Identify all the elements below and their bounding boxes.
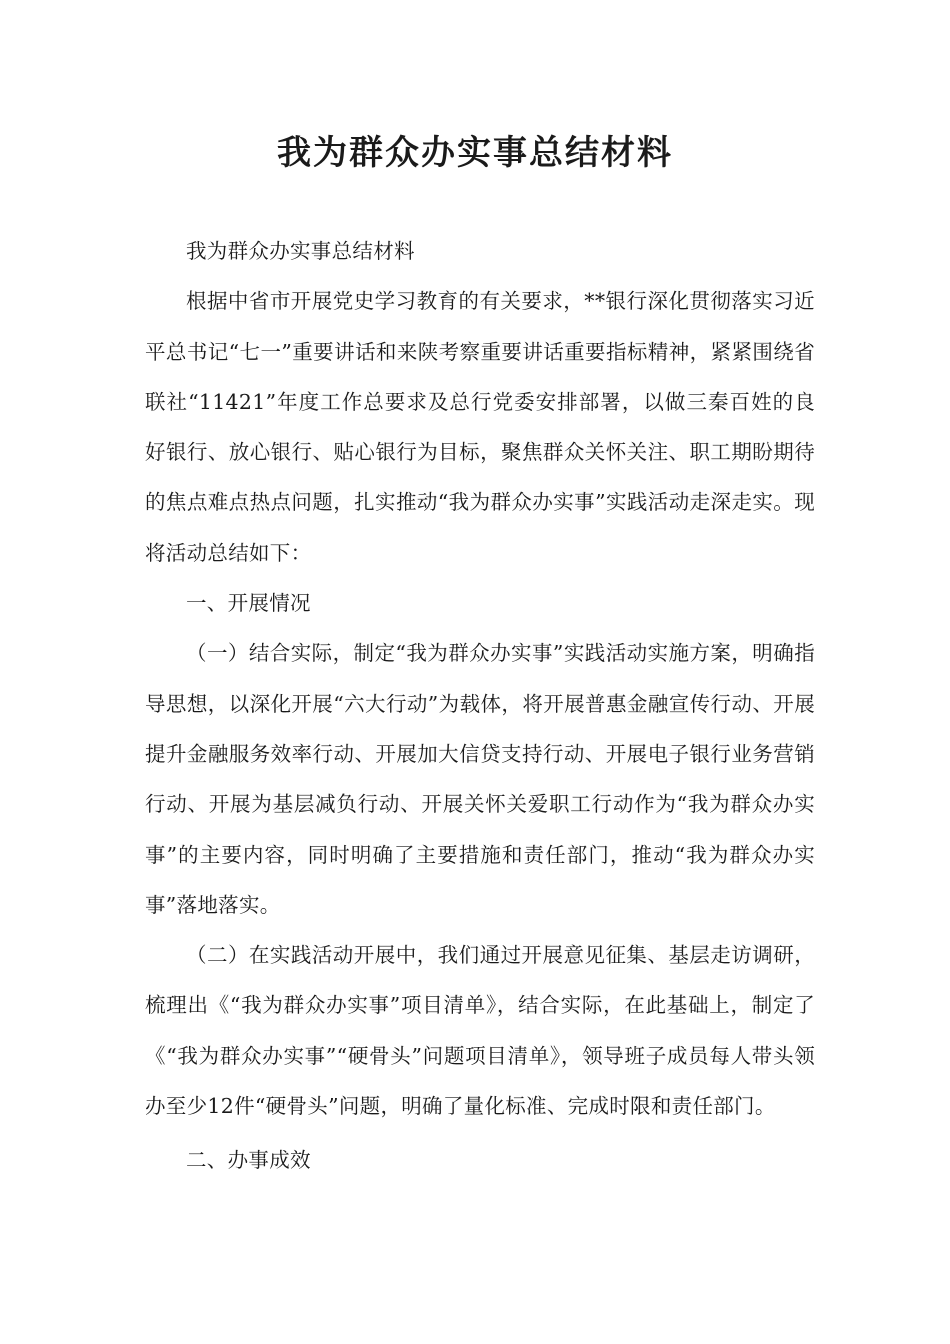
paragraph-item-2: （二）在实践活动开展中，我们通过开展意见征集、基层走访调研，梳理出《“我为群众办实事”项目清单》，结合实际，在此基础上，制定了《“我为群众办实事”“硬骨头”问题项目清单》，领导班子成员每人带头领办至少12件“硬骨头”问题，明确了量化标准、完成时限和责任部门。 bbox=[145, 943, 815, 1119]
paragraph-intro: 根据中省市开展党史学习教育的有关要求，**银行深化贯彻落实习近平总书记“七一”重要讲话和来陕考察重要讲话重要指标精神，紧紧围绕省联社“11421”年度工作总要求及总行党委安排部署，以做三秦百姓的良好银行、放心银行、贴心银行为目标，聚焦群众关怀关注、职工期盼期待的焦点难点热点问题，扎实推动“我为群众办实事”实践活动走深走实。现将活动总结如下： bbox=[145, 289, 815, 565]
document-title: 我为群众办实事总结材料 bbox=[277, 133, 673, 173]
paragraph-subtitle: 我为群众办实事总结材料 bbox=[186, 239, 415, 263]
section-heading-1: 一、开展情况 bbox=[186, 591, 311, 616]
paragraph-item-1: （一）结合实际，制定“我为群众办实事”实践活动实施方案，明确指导思想，以深化开展“六大行动”为载体，将开展普惠金融宣传行动、开展提升金融服务效率行动、开展加大信贷支持行动、开展电子银行业务营销行动、开展为基层减负行动、开展关怀关爱职工行动作为“我为群众办实事”的主要内容，同时明确了主要措施和责任部门，推动“我为群众办实事”落地落实。 bbox=[145, 641, 815, 917]
section-heading-2: 二、办事成效 bbox=[186, 1148, 311, 1173]
document-body bbox=[145, 226, 815, 1186]
